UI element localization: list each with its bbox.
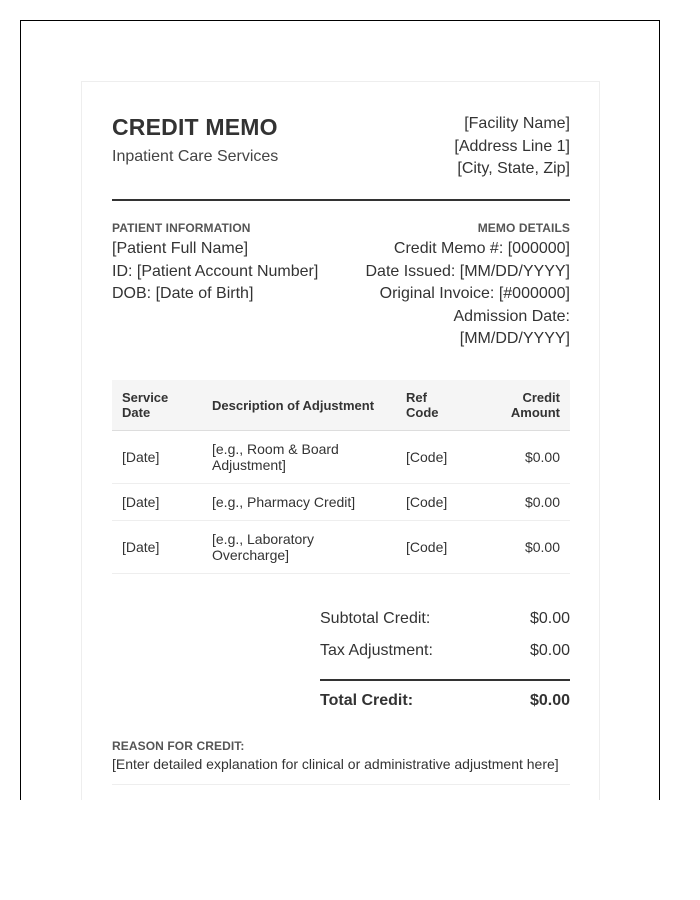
subtotal-row	[320, 610, 570, 632]
document-title: CREDIT MEMO	[112, 114, 278, 140]
facility-name: [Facility Name]	[464, 115, 570, 132]
table-row	[112, 431, 570, 484]
cell-credit-amount: $0.00	[482, 484, 570, 521]
patient-information	[112, 221, 318, 306]
cell-description: [e.g., Room & Board Adjustment]	[202, 431, 396, 484]
memo-date-issued: Date Issued: [MM/DD/YYYY]	[365, 262, 570, 280]
reason-label: REASON FOR CREDIT:	[112, 739, 245, 753]
patient-name: [Patient Full Name]	[112, 240, 249, 257]
tax-row	[320, 642, 570, 664]
cell-description: [e.g., Pharmacy Credit]	[202, 484, 396, 521]
facility-address-line: [Address Line 1]	[454, 137, 570, 155]
cell-service-date: [Date]	[112, 521, 202, 574]
patient-id: ID: [Patient Account Number]	[112, 262, 319, 280]
total-value: $0.00	[529, 692, 570, 709]
cell-service-date: [Date]	[112, 431, 202, 484]
header-divider	[112, 199, 570, 201]
tax-label: Tax Adjustment:	[320, 642, 433, 659]
facility-address-block	[454, 113, 570, 181]
table-row	[112, 484, 570, 521]
column-header-service-date: Service Date	[112, 380, 202, 431]
memo-admission-value: [MM/DD/YYYY]	[459, 330, 570, 347]
total-row	[320, 692, 570, 714]
cell-ref-code: [Code]	[396, 431, 482, 484]
memo-section-label: MEMO DETAILS	[477, 221, 570, 235]
table-row	[112, 521, 570, 574]
memo-admission-label: Admission Date:	[453, 307, 570, 325]
total-label: Total Credit:	[320, 692, 414, 709]
subtotal-value: $0.00	[529, 610, 570, 627]
cell-description: [e.g., Laboratory Overcharge]	[202, 521, 396, 574]
adjustments-table	[112, 380, 570, 574]
reason-section	[112, 739, 570, 772]
column-header-credit-amount: Credit Amount	[482, 380, 570, 431]
reason-text: [Enter detailed explanation for clinical or administrative adjustment here]	[112, 756, 559, 772]
document-subtitle: Inpatient Care Services	[112, 148, 279, 165]
patient-section-label: PATIENT INFORMATION	[112, 221, 251, 235]
tax-value: $0.00	[529, 642, 570, 659]
cell-ref-code: [Code]	[396, 521, 482, 574]
cell-credit-amount: $0.00	[482, 521, 570, 574]
cell-credit-amount: $0.00	[482, 431, 570, 484]
memo-original-invoice: Original Invoice: [#000000]	[379, 285, 570, 302]
table-header-row	[112, 380, 570, 431]
cell-service-date: [Date]	[112, 484, 202, 521]
column-header-ref-code: Ref Code	[396, 380, 482, 431]
memo-details	[330, 221, 570, 351]
patient-dob: DOB: [Date of Birth]	[112, 285, 254, 302]
memo-number: Credit Memo #: [000000]	[393, 240, 570, 257]
facility-city-state-zip: [City, State, Zip]	[457, 160, 570, 177]
column-header-description: Description of Adjustment	[202, 380, 396, 431]
total-divider	[320, 679, 570, 681]
reason-divider	[112, 784, 570, 785]
cell-ref-code: [Code]	[396, 484, 482, 521]
subtotal-label: Subtotal Credit:	[320, 610, 431, 627]
